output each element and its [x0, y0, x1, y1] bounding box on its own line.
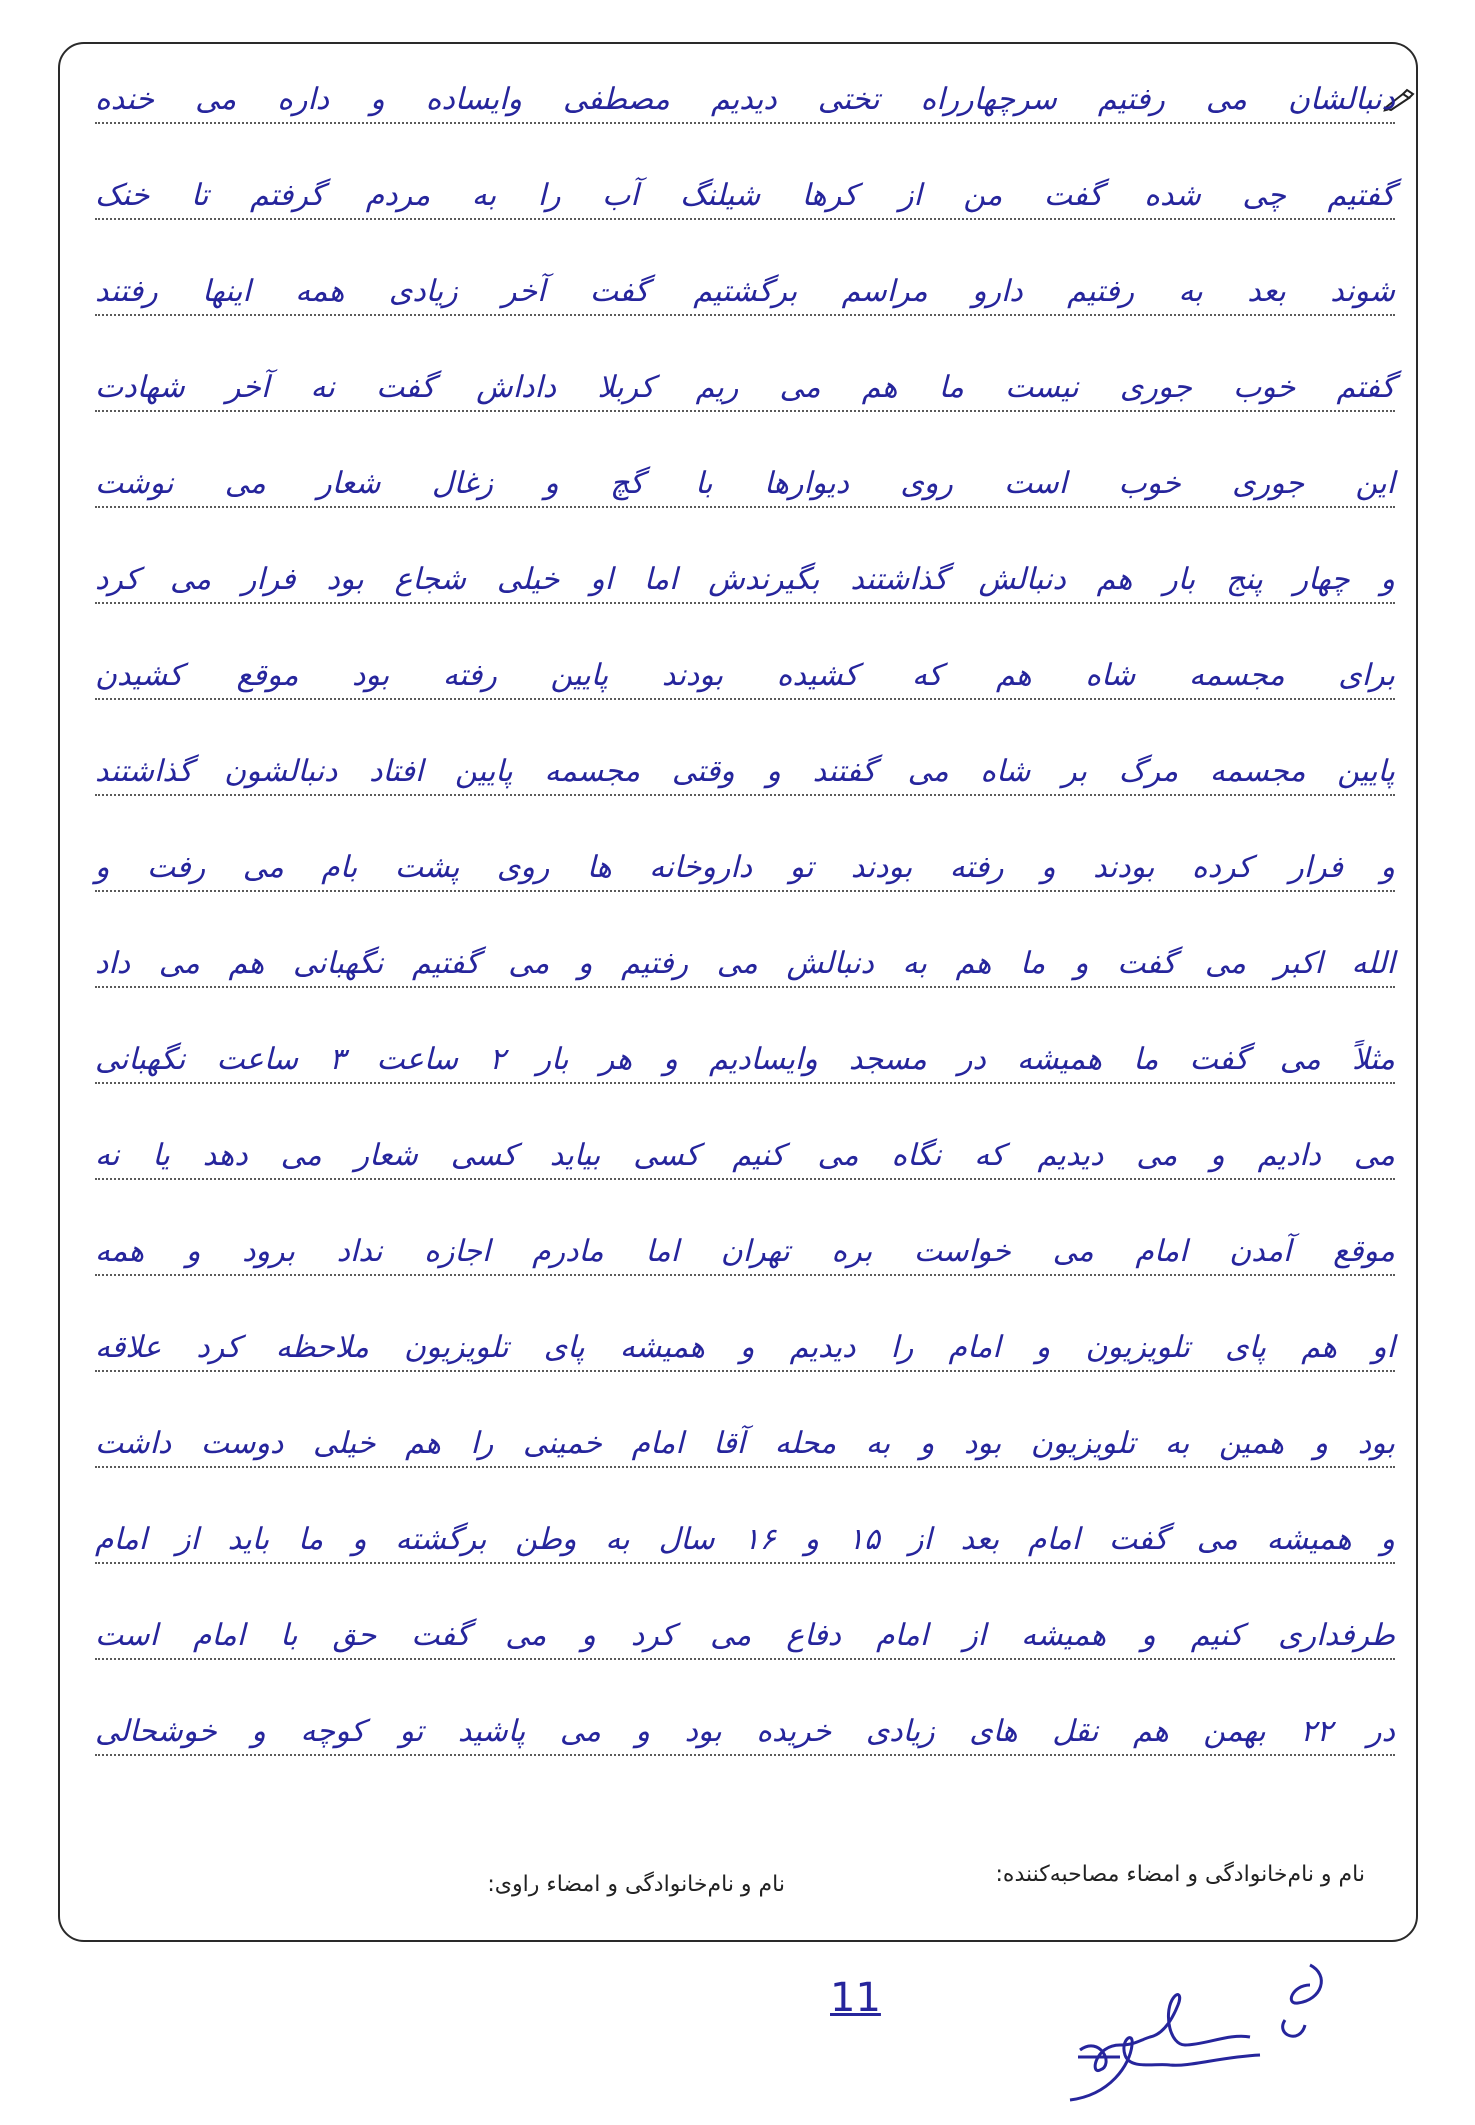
- signature-icon: [1060, 1945, 1340, 2115]
- text-line: مثلاً می گفت ما همیشه در مسجد وایسادیم و هر بار ۲ ساعت ۳ ساعت نگهبانی: [95, 1042, 1395, 1077]
- text-line: در ۲۲ بهمن هم نقل های زیادی خریده بود و می پاشید تو کوچه و خوشحالی: [95, 1714, 1395, 1749]
- text-line: این جوری خوب است روی دیوارها با گچ و زغال شعار می نوشت: [95, 466, 1395, 501]
- interviewer-signature-label: نام و نام‌خانوادگی و امضاء مصاحبه‌کننده:: [995, 1862, 1365, 1887]
- text-line: می دادیم و می دیدیم که نگاه می کنیم کسی بیاید کسی شعار می دهد یا نه: [95, 1138, 1395, 1173]
- text-line: الله اکبر می گفت و ما هم به دنبالش می رفتیم و می گفتیم نگهبانی هم می داد: [95, 946, 1395, 981]
- footer-labels: [95, 1862, 1395, 1902]
- text-line: برای مجسمه شاه هم که کشیده بودند پایین رفته بود موقع کشیدن: [95, 658, 1395, 693]
- narrator-signature-label: نام و نام‌خانوادگی و امضاء راوی:: [487, 1872, 785, 1897]
- text-line: پایین مجسمه مرگ بر شاه می گفتند و وقتی مجسمه پایین افتاد دنبالشون گذاشتند: [95, 754, 1395, 789]
- text-line: گفتیم چی شده گفت من از کرها شیلنگ آب را به مردم گرفتم تا خنک: [95, 178, 1395, 213]
- text-line: گفتم خوب جوری نیست ما هم می ریم کربلا داداش گفت نه آخر شهادت: [95, 370, 1395, 405]
- text-line: و چهار پنج بار هم دنبالش گذاشتند بگیرندش اما او خیلی شجاع بود فرار می کرد: [95, 562, 1395, 597]
- handwritten-body: [95, 60, 1395, 1840]
- text-line: و فرار کرده بودند و رفته بودند تو داروخانه ها روی پشت بام می رفت و: [95, 850, 1395, 885]
- text-line: او هم پای تلویزیون و امام را دیدیم و همیشه پای تلویزیون ملاحظه کرد علاقه: [95, 1330, 1395, 1365]
- text-line: بود و همین به تلویزیون بود و به محله آقا امام خمینی را هم خیلی دوست داشت: [95, 1426, 1395, 1461]
- text-line: طرفداری کنیم و همیشه از امام دفاع می کرد و می گفت حق با امام است: [95, 1618, 1395, 1653]
- text-line: شوند بعد به رفتیم دارو مراسم برگشتیم گفت آخر زیادی همه اینها رفتند: [95, 274, 1395, 309]
- text-line: و همیشه می گفت امام بعد از ۱۵ و ۱۶ سال به وطن برگشته و ما باید از امام: [95, 1522, 1395, 1557]
- text-line: دنبالشان می رفتیم سرچهارراه تختی دیدیم مصطفی وایساده و داره می خنده: [95, 82, 1395, 117]
- page-number: 11: [830, 1975, 881, 2021]
- text-line: موقع آمدن امام می خواست بره تهران اما مادرم اجازه نداد برود و همه: [95, 1234, 1395, 1269]
